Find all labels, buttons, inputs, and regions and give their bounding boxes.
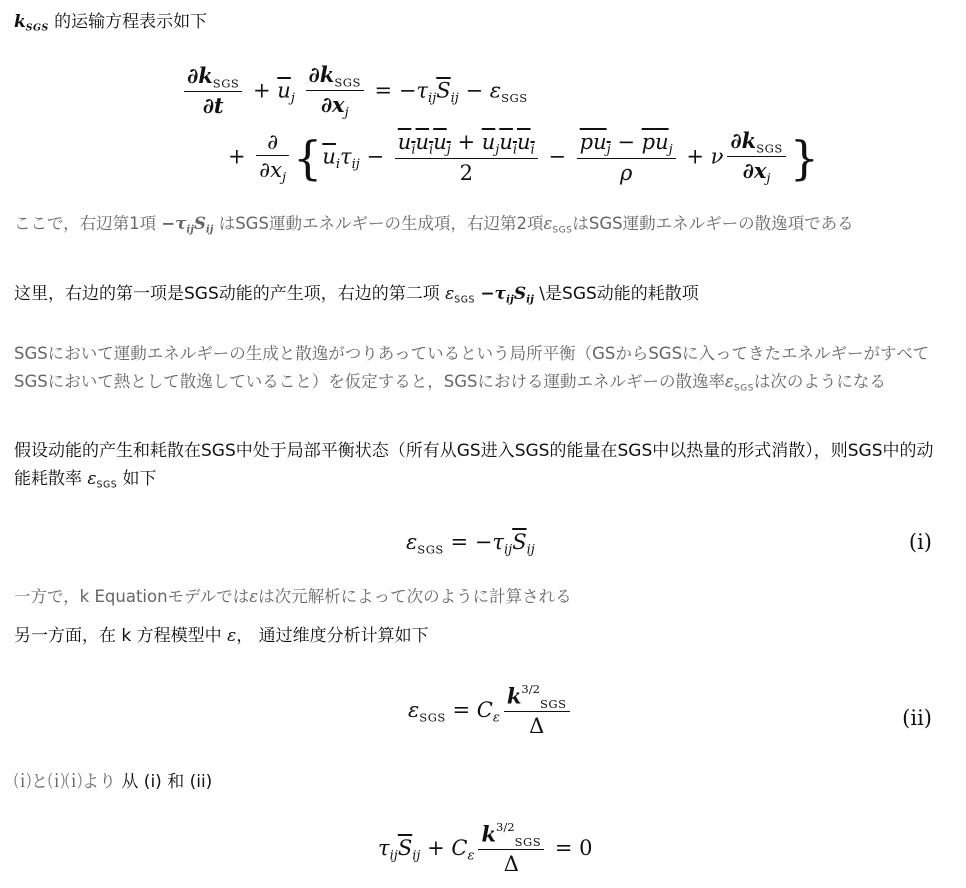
- paragraph-3-japanese: 一方で，k Equationモデルではεは次元解析によって次のように計算される: [14, 587, 572, 606]
- heading-text: 的运输方程表示如下: [48, 12, 208, 32]
- equation-ii: $\varepsilon_{SGS} = C_\varepsilon$ $\frac{k^{3/2}_{SGS}}{\Delta}$: [408, 682, 574, 741]
- equation-i-label: (i): [908, 530, 932, 554]
- paragraph-1-japanese: ここで，右辺第1項 $-\tau_{ij}S_{ij}$ はSGS運動エネルギーの生成項，右辺第2項$\varepsilon_{SGS}$はSGS運動エネルギーの散逸項である: [14, 214, 854, 236]
- paragraph-4: ⒤と⒤⒤より 从 (i) 和 (ii): [14, 772, 213, 792]
- paragraph-2-chinese: 假设动能的产生和耗散在SGS中处于局部平衡状态（所有从GS进入SGS的能量在SGS中以热量的形式消散），则SGS中的动能耗散率 $\varepsilon_{SGS}$ 如下: [14, 441, 934, 491]
- equation-i: $\varepsilon_{SGS} = -\tau_{ij}\overline{S}_{ij}$: [406, 530, 535, 558]
- paragraph-3-chinese: 另一方面，在 k 方程模型中 ε， 通过维度分析计算如下: [14, 626, 429, 646]
- k-sgs-symbol: $k_{SGS}$: [14, 12, 49, 34]
- transport-equation-line1: $\frac{\partial k_{SGS}}{\partial t}$ + $\overline{u}_j$ $\frac{\partial k_{SGS}}{\partial x_j}$ = $-\tau_{ij}\overline{S}_{ij} - \varepsilon_{SGS}$: [180, 62, 528, 122]
- equation-ii-label: (ii): [902, 706, 932, 730]
- heading-line: [14, 8, 946, 43]
- paragraph-1-chinese: 这里，右边的第一项是SGS动能的产生项，右边的第二项 $\varepsilon_{SGS} -\tau_{ij}S_{ij}$ \是SGS动能的耗散项: [14, 284, 699, 306]
- transport-equation-line2: + $\frac{\partial}{\partial x_j}$ {$\overline{u}_i\tau_{ij}$ − $\frac{u_iu_iu_j + \overline{u}_ju_iu_i}{2}$ − $\frac{pu_j - \overline{p}\overline{u}_j}{\rho}$ + ν $\frac{\partial k_{SGS}}{\partial x_j}$ }: [228, 128, 820, 187]
- equation-final: $\tau_{ij}\overline{S}_{ij} + C_\varepsilon$ $\frac{k^{3/2}_{SGS}}{\Delta}$ = 0: [378, 820, 593, 877]
- paragraph-2-japanese: SGSにおいて運動エネルギーの生成と散逸がつりあっているという局所平衡（GSからSGSに入ってきたエネルギーがすべてSGSにおいて熱として散逸していること）を仮定すると，SGSにおける運動エネルギーの散逸率$\varepsilon_{SGS}$は次のようになる: [14, 344, 930, 394]
